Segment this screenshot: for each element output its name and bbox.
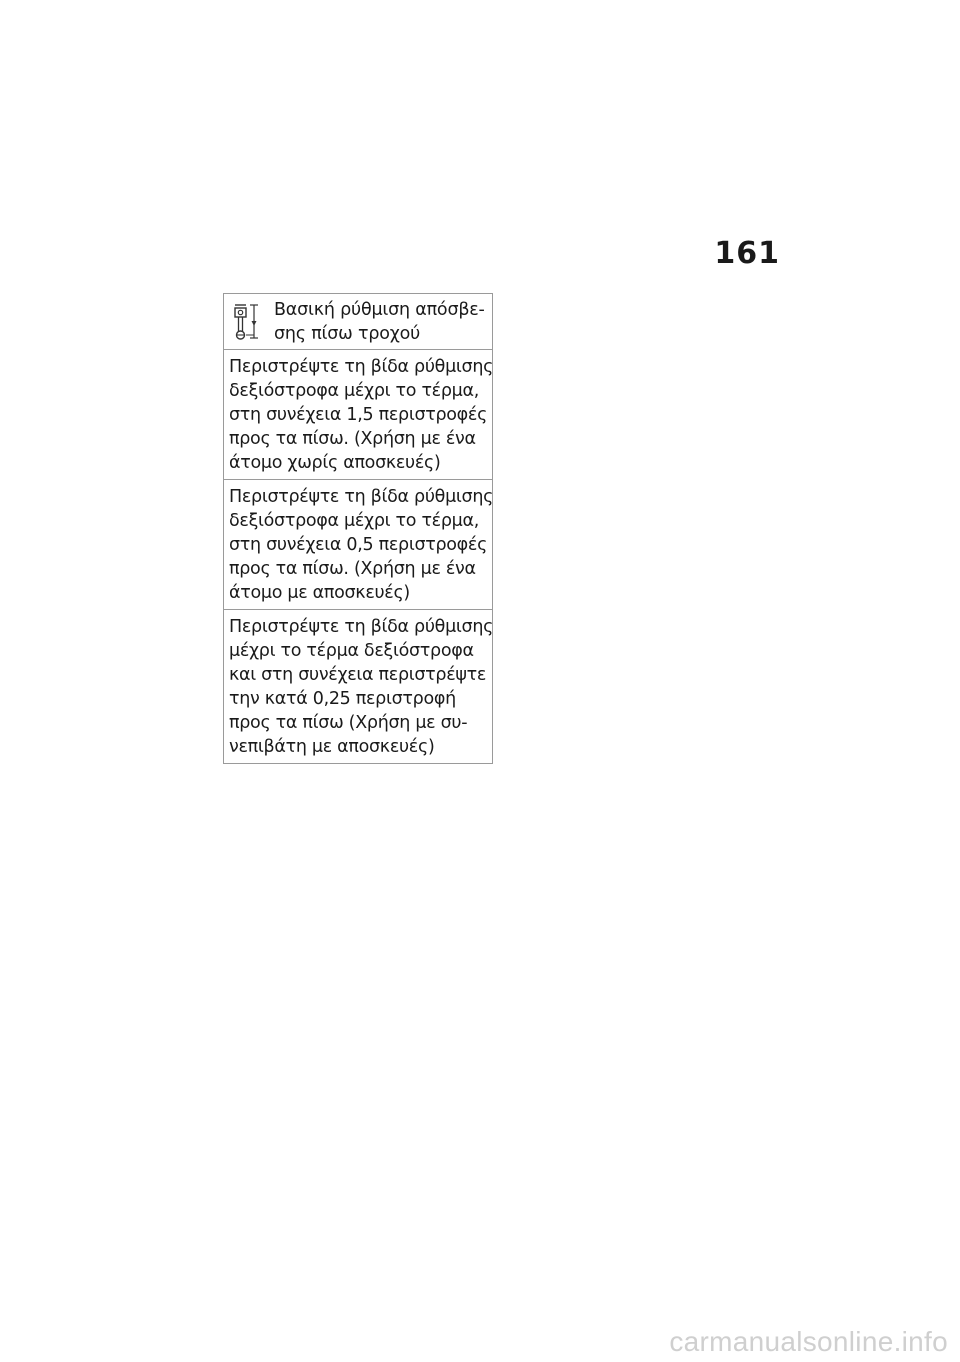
row-text-line: προς τα πίσω (Χρήση με συ-: [229, 713, 468, 733]
header-title-line: Βασική ρύθμιση απόσβε-: [274, 300, 485, 320]
page-number: 161: [714, 236, 780, 271]
row-text-line: Περιστρέψτε τη βίδα ρύθμισης: [229, 357, 494, 377]
header-title-line: σης πίσω τροχού: [274, 324, 421, 344]
row-text-line: προς τα πίσω. (Χρήση με ένα: [229, 559, 476, 579]
table-row: [224, 610, 492, 763]
row-text-line: την κατά 0,25 περιστροφή: [229, 689, 456, 709]
row-text-line: στη συνέχεια 0,5 περιστροφές: [229, 535, 488, 555]
row-text-line: δεξιόστροφα μέχρι το τέρμα,: [229, 381, 479, 401]
table-header: [224, 294, 492, 350]
table-row: [224, 350, 492, 480]
watermark-text: carmanualsonline.info: [669, 1326, 948, 1357]
row-text-line: δεξιόστροφα μέχρι το τέρμα,: [229, 511, 479, 531]
spec-table: [223, 293, 493, 764]
row-text-line: Περιστρέψτε τη βίδα ρύθμισης: [229, 487, 494, 507]
row-text-line: Περιστρέψτε τη βίδα ρύθμισης: [229, 617, 494, 637]
row-text-line: και στη συνέχεια περιστρέψτε: [229, 665, 487, 685]
row-text-line: νεπιβάτη με αποσκευές): [229, 737, 435, 757]
row-text-line: προς τα πίσω. (Χρήση με ένα: [229, 429, 476, 449]
row-text-line: άτομο με αποσκευές): [229, 583, 410, 603]
row-text-line: άτομο χωρίς αποσκευές): [229, 453, 441, 473]
shock-absorber-adjust-icon: [224, 298, 270, 346]
row-text-line: μέχρι το τέρμα δεξιόστροφα: [229, 641, 474, 661]
header-title: [270, 298, 491, 346]
table-row: [224, 480, 492, 610]
row-text-line: στη συνέχεια 1,5 περιστροφές: [229, 405, 488, 425]
